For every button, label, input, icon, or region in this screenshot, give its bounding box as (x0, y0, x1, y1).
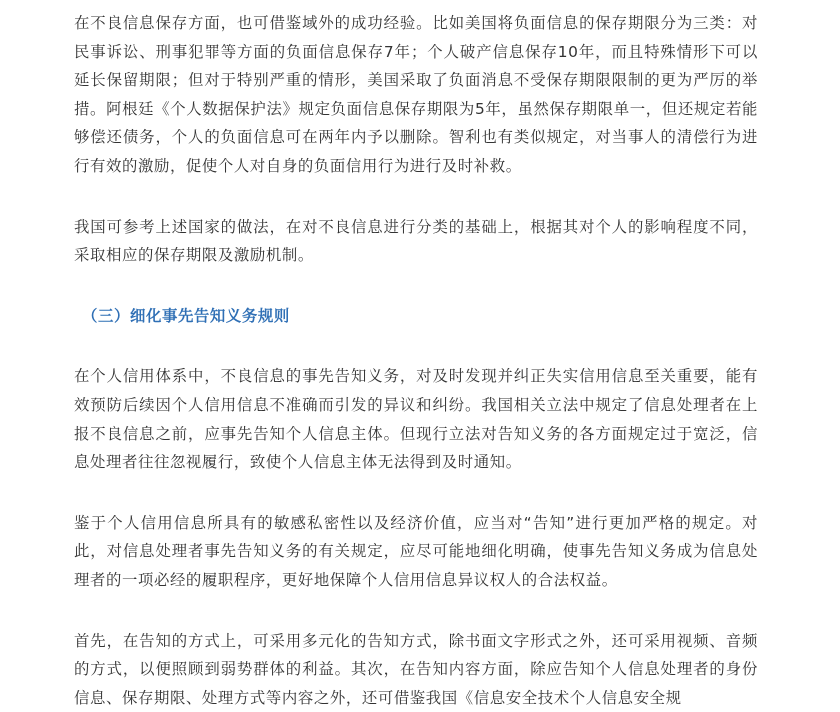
article-body (74, 9, 758, 712)
paragraph-sensitivity: 鉴于个人信用信息所具有的敏感私密性以及经济价值，应当对“告知”进行更加严格的规定。对此，对信息处理者事先告知义务的有关规定，应尽可能地细化明确，使事先告知义务成为信息处理者的一项必经的履职程序，更好地保障个人信用信息异议权人的合法权益。 (74, 509, 758, 595)
paragraph-gap (74, 181, 758, 213)
paragraph-gap (74, 595, 758, 627)
paragraph-gap (74, 270, 758, 302)
paragraph-gap (74, 330, 758, 362)
paragraph-notification-method: 首先，在告知的方式上，可采用多元化的告知方式，除书面文字形式之外，还可采用视频、音频的方式，以便照顾到弱势群体的利益。其次，在告知内容方面，除应告知个人信息处理者的身份信息、保存期限、处理方式等内容之外，还可借鉴我国《信息安全技术个人信息安全规 (74, 627, 758, 712)
paragraph-china-reference: 我国可参考上述国家的做法，在对不良信息进行分类的基础上，根据其对个人的影响程度不同，采取相应的保存期限及激励机制。 (74, 213, 758, 270)
paragraph-notification-duty: 在个人信用体系中，不良信息的事先告知义务，对及时发现并纠正失实信用信息至关重要，能有效预防后续因个人信用信息不准确而引发的异议和纠纷。我国相关立法中规定了信息处理者在上报不良信息之前，应事先告知个人信息主体。但现行立法对告知义务的各方面规定过于宽泛，信息处理者往往忽视履行，致使个人信息主体无法得到及时通知。 (74, 362, 758, 476)
paragraph-negative-info-retention: 在不良信息保存方面，也可借鉴域外的成功经验。比如美国将负面信息的保存期限分为三类：对民事诉讼、刑事犯罪等方面的负面信息保存7年；个人破产信息保存10年，而且特殊情形下可以延长保留期限；但对于特别严重的情形，美国采取了负面消息不受保存期限限制的更为严厉的举措。阿根廷《个人数据保护法》规定负面信息保存期限为5年，虽然保存期限单一，但还规定若能够偿还债务，个人的负面信息可在两年内予以删除。智利也有类似规定，对当事人的清偿行为进行有效的激励，促使个人对自身的负面信用行为进行及时补救。 (74, 9, 758, 181)
paragraph-gap (74, 477, 758, 509)
section-heading: （三）细化事先告知义务规则 (74, 302, 758, 331)
